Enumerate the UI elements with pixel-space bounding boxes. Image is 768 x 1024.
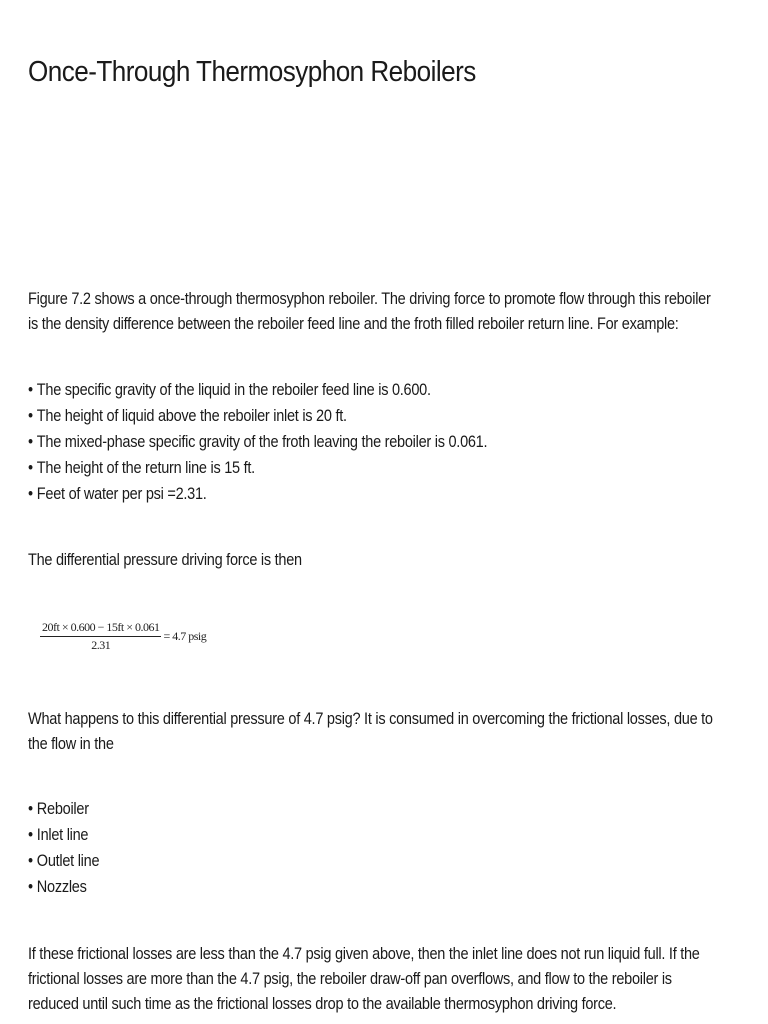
bullet-icon: • <box>28 459 33 477</box>
intro-paragraph: Figure 7.2 shows a once-through thermosyphon reboiler. The driving force to promote flow through this reboiler is the density difference between the reboiler feed line and the froth filled reboiler return line. For example: <box>28 290 711 333</box>
bullet-icon: • <box>28 800 33 818</box>
list-item: • Reboiler <box>28 796 99 822</box>
formula-fraction <box>40 620 161 653</box>
pressure-formula <box>40 620 206 653</box>
list-item: • The specific gravity of the liquid in the reboiler feed line is 0.600. <box>28 377 487 403</box>
list-item: • Feet of water per psi =2.31. <box>28 481 487 507</box>
list-item: • The height of liquid above the reboiler inlet is 20 ft. <box>28 403 487 429</box>
bullet-icon: • <box>28 826 33 844</box>
conclusion-paragraph: If these frictional losses are less than the 4.7 psig given above, then the inlet line does not run liquid full. If the frictional losses are more than the 4.7 psig, the reboiler draw-off pan overflows, and flow to the reboiler is reduced until such time as the frictional losses drop to the available thermosyphon driving force. <box>28 945 700 1013</box>
list-item: • Nozzles <box>28 874 99 900</box>
formula-result: = 4.7 psig <box>163 629 207 643</box>
bullet-icon: • <box>28 407 33 425</box>
loss-list <box>28 796 99 900</box>
bullet-icon: • <box>28 852 33 870</box>
formula-numerator: 20ft × 0.600 − 15ft × 0.061 <box>40 620 161 637</box>
driving-force-text: The differential pressure driving force is then <box>28 551 302 569</box>
formula-denominator: 2.31 <box>91 638 111 652</box>
bullet-icon: • <box>28 878 33 896</box>
example-list <box>28 377 487 507</box>
list-item: • Outlet line <box>28 848 99 874</box>
bullet-icon: • <box>28 433 33 451</box>
list-item: • The height of the return line is 15 ft. <box>28 455 487 481</box>
page-title: Once-Through Thermosyphon Reboilers <box>28 56 476 88</box>
list-item: • The mixed-phase specific gravity of the froth leaving the reboiler is 0.061. <box>28 429 487 455</box>
bullet-icon: • <box>28 381 33 399</box>
list-item: • Inlet line <box>28 822 99 848</box>
bullet-icon: • <box>28 485 33 503</box>
question-paragraph: What happens to this differential pressure of 4.7 psig? It is consumed in overcoming the frictional losses, due to the flow in the <box>28 710 713 753</box>
